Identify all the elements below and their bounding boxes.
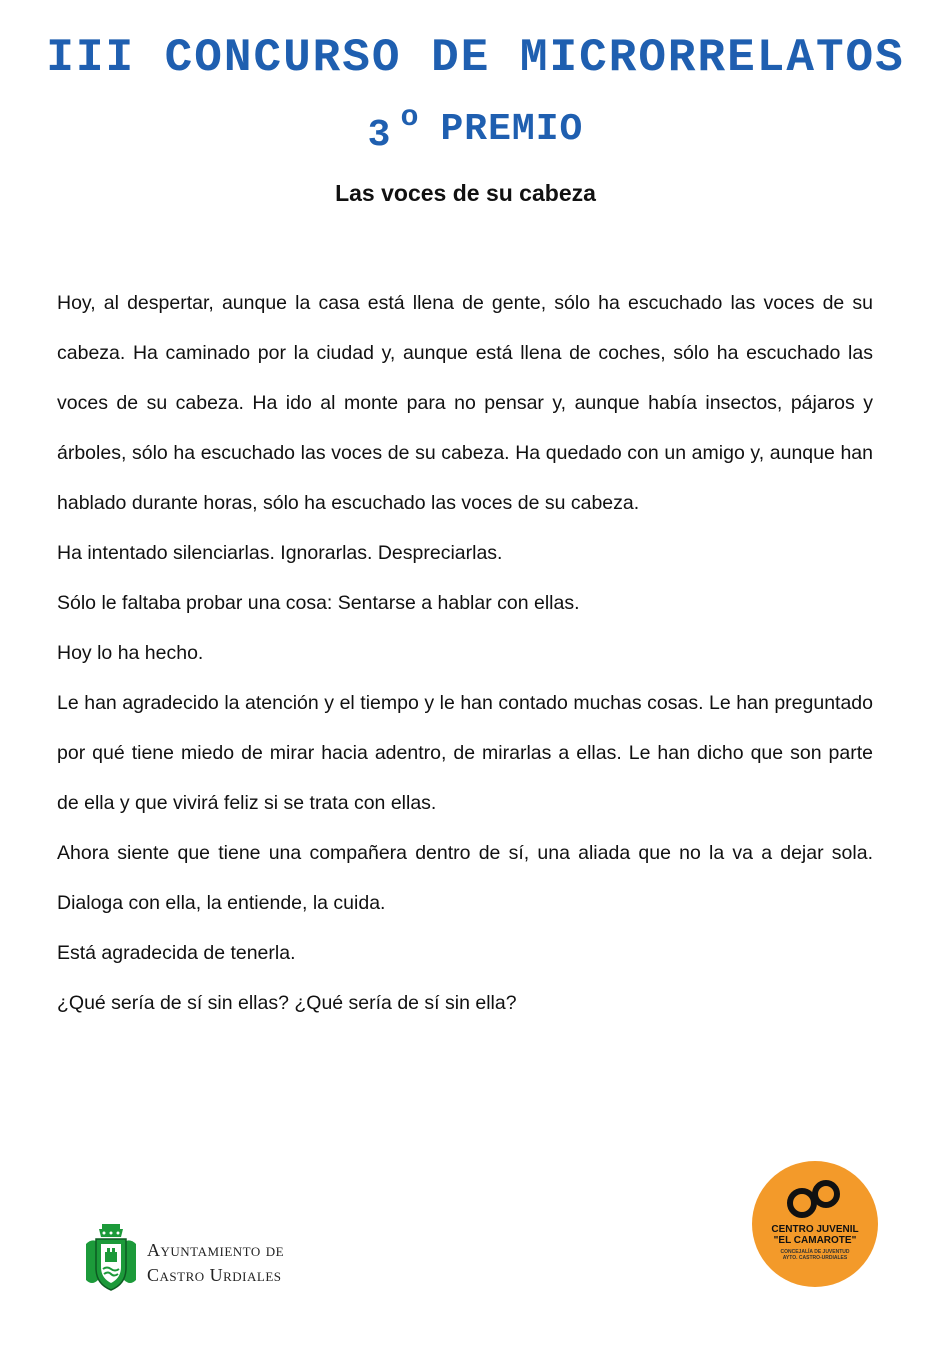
camarote-logo-icon	[752, 1161, 878, 1221]
paragraph: Está agradecida de tenerla.	[57, 942, 296, 964]
camarote-title-line-2: "EL CAMAROTE"	[773, 1235, 857, 1246]
coat-of-arms-icon	[84, 1222, 138, 1292]
camarote-badge	[752, 1161, 878, 1287]
prize-word: PREMIO	[440, 108, 584, 151]
story-body	[57, 278, 873, 1028]
story-title: Las voces de su cabeza	[335, 180, 596, 206]
camarote-title	[752, 1224, 878, 1246]
paragraph: Hoy, al despertar, aunque la casa está llena de gente, sólo ha escuchado las voces de su cabeza. Ha caminado por la ciudad y, aunque está llena de coches, sólo ha escuchado las voces de su cabeza. Ha ido al monte para no pensar y, aunque había insectos, pájaros y árboles, sólo ha escuchado las voces de su cabeza. Ha quedado con un amigo y, aunque han hablado durante horas, sólo ha escuchado las voces de su cabeza.	[57, 292, 873, 514]
paragraph: Sólo le faltaba probar una cosa: Sentarse a hablar con ellas.	[57, 592, 580, 614]
prize-heading	[0, 100, 951, 165]
ayuntamiento-line-2: Castro Urdiales	[147, 1265, 282, 1285]
paragraph: ¿Qué sería de sí sin ellas? ¿Qué sería de sí sin ella?	[57, 992, 517, 1014]
prize-ordinal: o	[400, 101, 419, 135]
ayuntamiento-line-1: Ayuntamiento de	[147, 1240, 285, 1260]
camarote-subtitle-line-1: CONCEJALÍA DE JUVENTUD	[780, 1249, 850, 1255]
ayuntamiento-name	[147, 1238, 284, 1288]
paragraph: Ahora siente que tiene una compañera dentro de sí, una aliada que no la va a dejar sola. Dialoga con ella, la entiende, la cuida.	[57, 842, 873, 914]
camarote-title-line-1: CENTRO JUVENIL	[771, 1224, 859, 1235]
paragraph: Le han agradecido la atención y el tiempo y le han contado muchas cosas. Le han preguntado por qué tiene miedo de mirar hacia adentro, de mirarlas a ellas. Le han dicho que son parte de ella y que vivirá feliz si se trata con ellas.	[57, 692, 873, 814]
paragraph: Ha intentado silenciarlas. Ignorarlas. Despreciarlas.	[57, 542, 503, 564]
camarote-subtitle	[752, 1249, 878, 1261]
camarote-subtitle-line-2: AYTO. CASTRO-URDIALES	[782, 1255, 848, 1261]
paragraph: Hoy lo ha hecho.	[57, 642, 204, 664]
prize-number: 3	[367, 114, 391, 157]
contest-heading: III CONCURSO DE MICRORRELATOS	[46, 32, 905, 84]
